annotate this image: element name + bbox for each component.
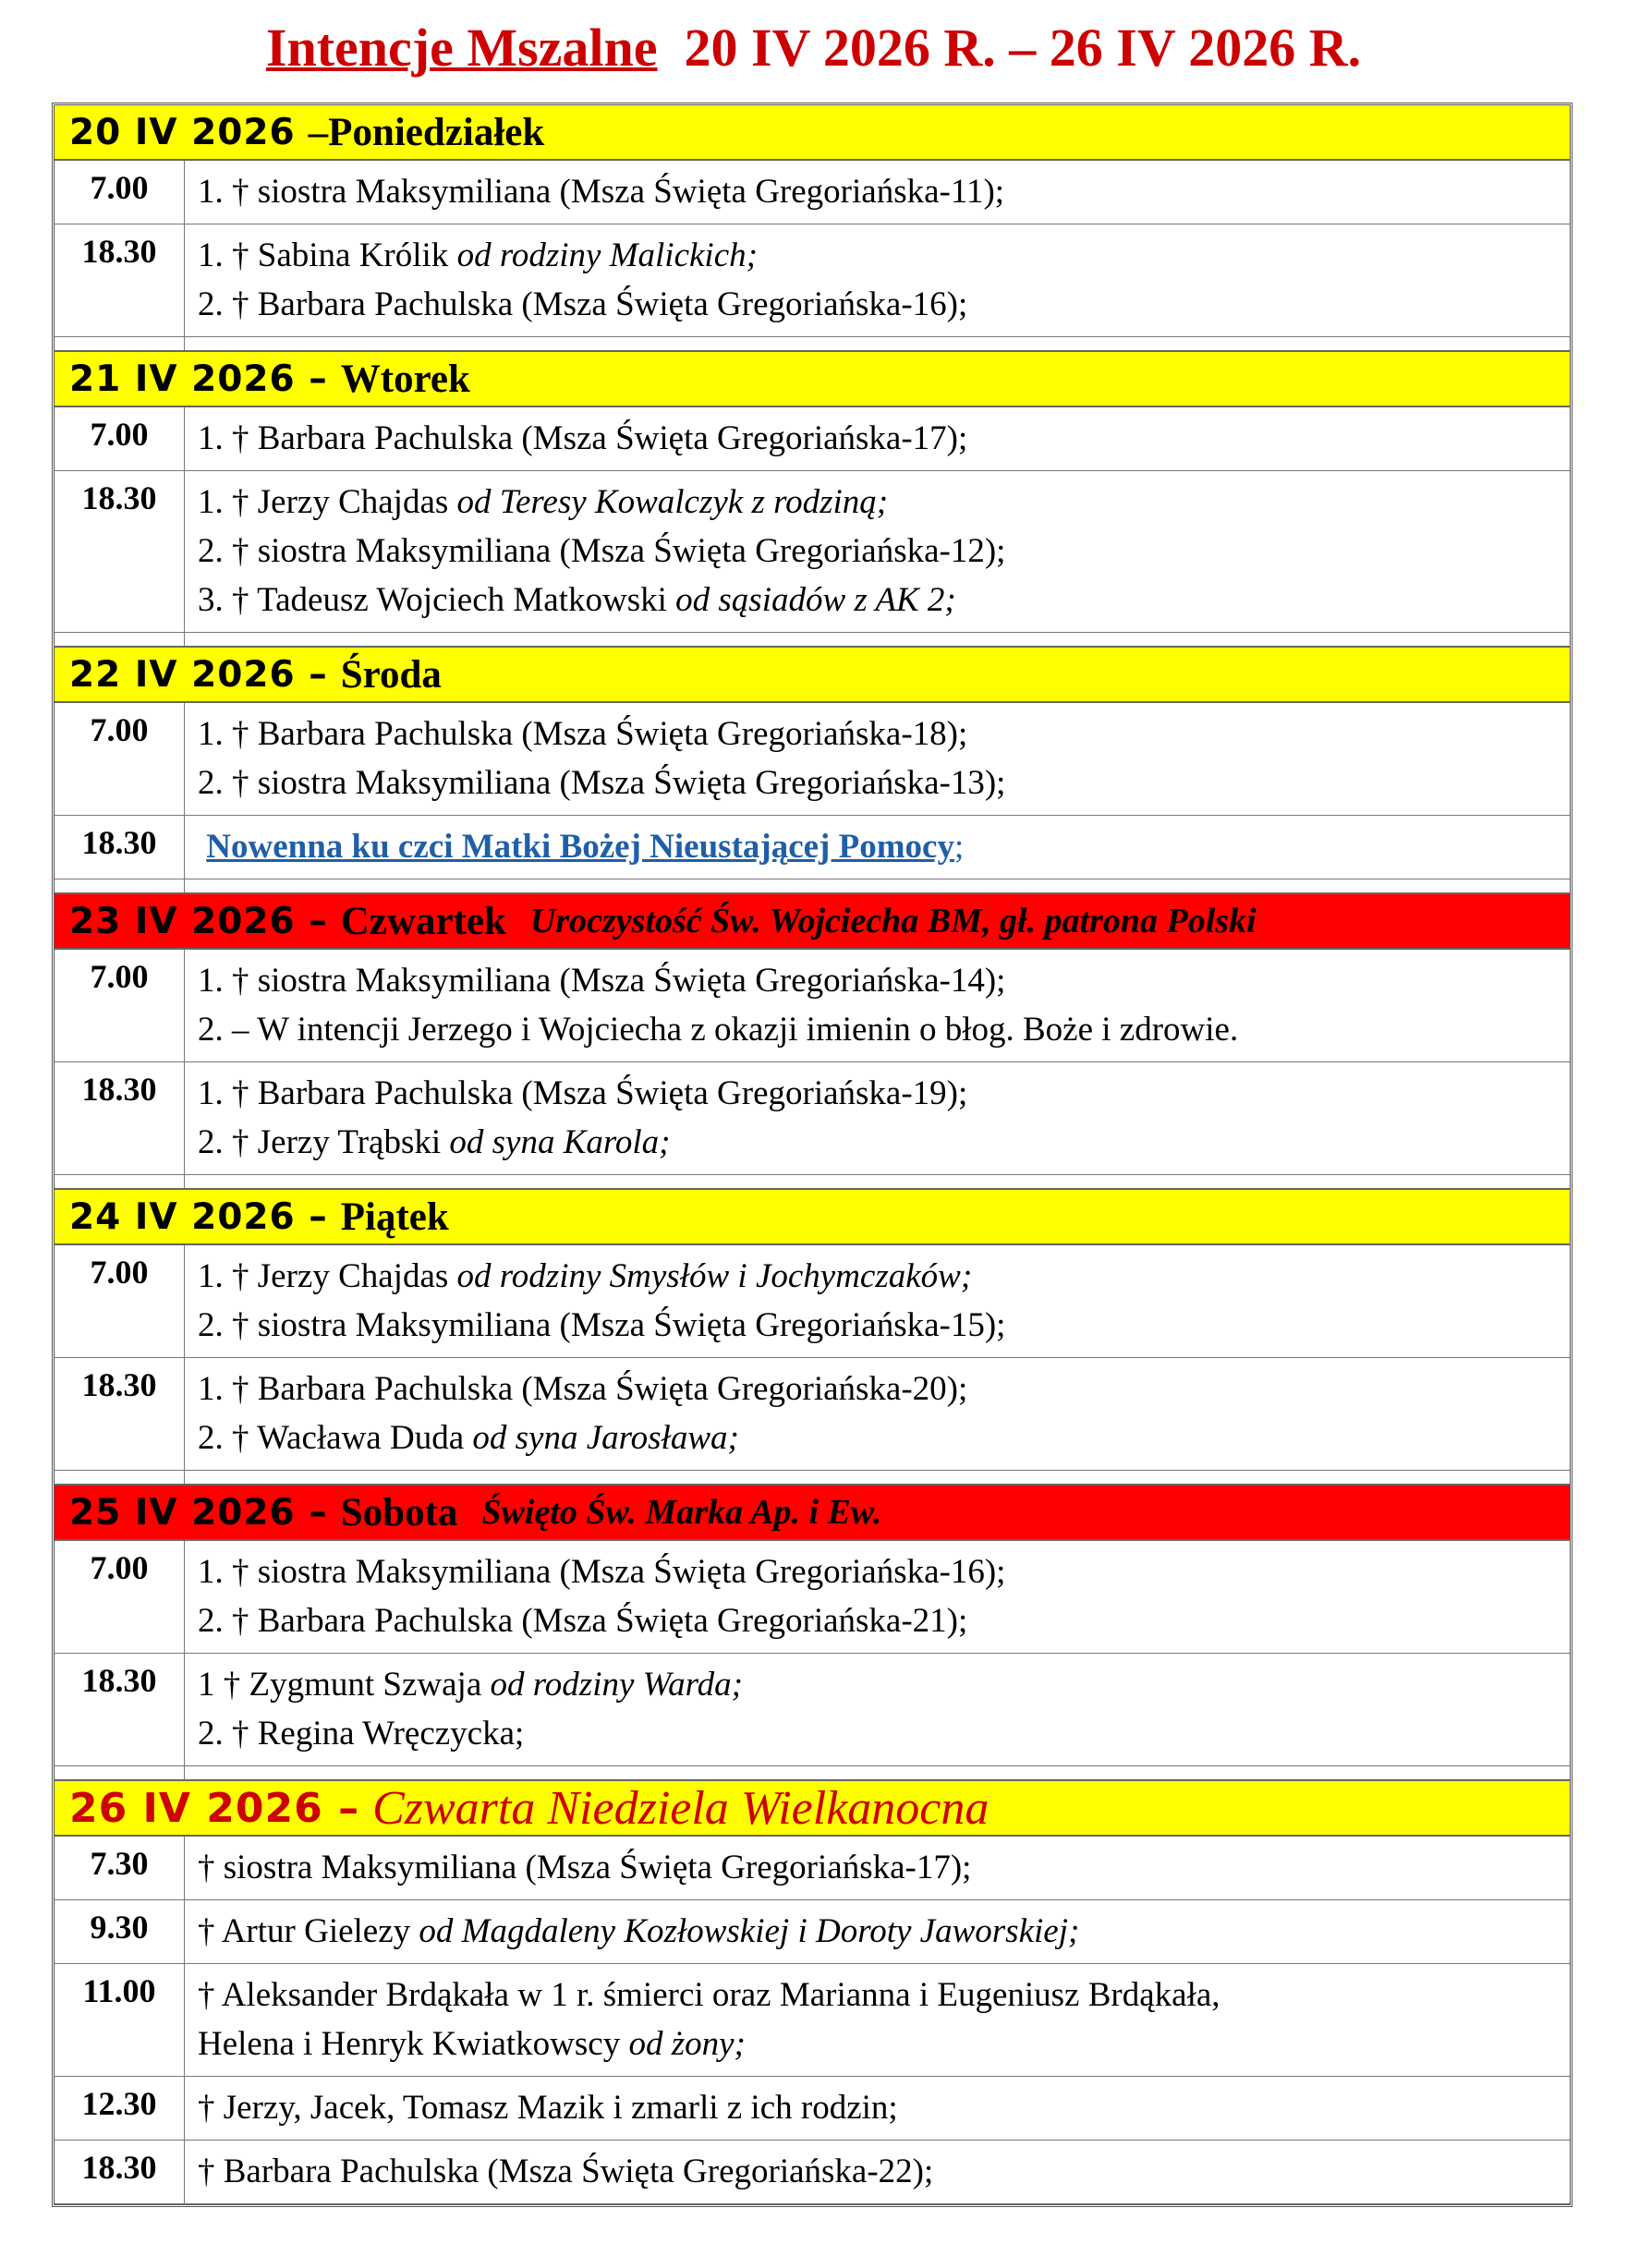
mass-row	[55, 1654, 1570, 1766]
day-name: Środa	[340, 652, 442, 697]
mass-row	[55, 703, 1570, 816]
intention-line	[198, 1005, 1570, 1054]
intention-offered-by: od Teresy Kowalczyk z rodziną;	[456, 483, 889, 521]
day-name: Wtorek	[340, 357, 470, 401]
mass-time: 7.30	[55, 1837, 185, 1899]
day-separator	[55, 1766, 1570, 1781]
intention-line	[198, 1252, 1570, 1301]
intention-line	[198, 1118, 1570, 1167]
page-title	[0, 17, 1627, 79]
day-name: Sobota	[340, 1490, 458, 1534]
intention-text: 1. † Barbara Pachulska (Msza Święta Gregoriańska-19);	[198, 1074, 968, 1112]
intention-text: 1. † Barbara Pachulska (Msza Święta Gregoriańska-17);	[198, 419, 968, 457]
mass-row	[55, 161, 1570, 224]
intention-list	[185, 471, 1570, 632]
feast-name: Święto Św. Marka Ap. i Ew.	[481, 1493, 882, 1532]
intention-offered-by: od sąsiadów z AK 2;	[675, 581, 956, 619]
intention-list	[185, 224, 1570, 336]
mass-time: 7.00	[55, 161, 185, 224]
intention-list	[185, 1837, 1570, 1899]
title-date-range: 20 IV 2026 R. – 26 IV 2026 R.	[684, 18, 1362, 78]
day-separator	[55, 337, 1570, 352]
mass-row	[55, 950, 1570, 1062]
intention-text: † Barbara Pachulska (Msza Święta Gregoriańska-22);	[198, 2153, 934, 2190]
intention-text: 1. † Barbara Pachulska (Msza Święta Gregoriańska-18);	[198, 715, 968, 753]
day-separator	[55, 1175, 1570, 1190]
intention-text: 2. † Regina Wręczycka;	[198, 1715, 525, 1753]
mass-row	[55, 471, 1570, 633]
mass-intentions-table	[52, 103, 1572, 2207]
intention-text: † Jerzy, Jacek, Tomasz Mazik i zmarli z ich rodzin;	[198, 2089, 898, 2127]
day-date: 25 IV 2026 –	[69, 1491, 328, 1534]
day-header	[55, 352, 1570, 407]
intention-line	[198, 710, 1570, 758]
intention-line	[198, 758, 1570, 807]
day-name: Czwarta Niedziela Wielkanocna	[372, 1781, 990, 1835]
intention-list	[185, 2077, 1570, 2140]
day-header	[55, 1486, 1570, 1541]
intention-line	[198, 576, 1570, 625]
intention-text: 2. † Barbara Pachulska (Msza Święta Gregoriańska-21);	[198, 1602, 968, 1640]
intention-line	[198, 1596, 1570, 1645]
intention-text: 3. † Tadeusz Wojciech Matkowski	[198, 581, 676, 619]
intention-line	[198, 1660, 1570, 1709]
separator-cell	[55, 879, 185, 892]
mass-time: 7.00	[55, 1245, 185, 1357]
intention-line	[198, 478, 1570, 527]
day-date: 21 IV 2026 –	[69, 358, 328, 400]
intention-line	[198, 2019, 1570, 2068]
intention-text: 1. † Jerzy Chajdas	[198, 483, 457, 521]
day-separator	[55, 633, 1570, 648]
separator-cell	[55, 1471, 185, 1484]
day-name: –Poniedziałek	[308, 110, 545, 154]
intention-list	[185, 1964, 1570, 2076]
intention-list	[185, 407, 1570, 470]
mass-row	[55, 224, 1570, 337]
intention-text: 2. – W intencji Jerzego i Wojciecha z okazji imienin o błog. Boże i zdrowie.	[198, 1011, 1239, 1049]
intention-text: 1. † Barbara Pachulska (Msza Święta Gregoriańska-20);	[198, 1370, 968, 1408]
intention-line	[198, 167, 1570, 216]
intention-text: 2. † Wacława Duda	[198, 1419, 473, 1457]
intention-text: 2. † siostra Maksymiliana (Msza Święta Gregoriańska-15);	[198, 1306, 1006, 1344]
day-header	[55, 1190, 1570, 1245]
intention-line	[198, 414, 1570, 463]
intention-text: 1. † siostra Maksymiliana (Msza Święta Gregoriańska-11);	[198, 173, 1005, 211]
intention-line	[198, 1413, 1570, 1462]
novena-link[interactable]: Nowenna ku czci Matki Bożej Nieustającej Pomocy	[206, 828, 954, 866]
mass-row	[55, 1837, 1570, 1900]
intention-line	[198, 822, 1570, 871]
separator-cell	[55, 633, 185, 646]
mass-time: 7.00	[55, 1541, 185, 1653]
intention-list	[185, 950, 1570, 1061]
intention-text: 1. † Jerzy Chajdas	[198, 1257, 457, 1295]
mass-time: 18.30	[55, 1062, 185, 1174]
intention-list	[185, 2141, 1570, 2203]
separator-cell	[55, 337, 185, 350]
intention-text: Helena i Henryk Kwiatkowscy	[198, 2025, 629, 2063]
intention-line	[198, 2083, 1570, 2132]
intention-text: 2. † siostra Maksymiliana (Msza Święta Gregoriańska-13);	[198, 764, 1006, 802]
day-date: 26 IV 2026 –	[69, 1784, 360, 1832]
intention-line	[198, 1301, 1570, 1350]
intention-offered-by: od żony;	[628, 2025, 746, 2063]
intention-list	[185, 1245, 1570, 1357]
intention-offered-by: od rodziny Smysłów i Jochymczaków;	[456, 1257, 973, 1295]
intention-offered-by: od syna Jarosława;	[472, 1419, 739, 1457]
mass-time: 7.00	[55, 703, 185, 815]
intention-line	[198, 1547, 1570, 1596]
mass-time: 18.30	[55, 2141, 185, 2203]
intention-offered-by: od rodziny Malickich;	[456, 237, 758, 274]
intention-line	[198, 231, 1570, 280]
intention-list	[185, 816, 1570, 879]
separator-cell	[55, 1175, 185, 1188]
title-main: Intencje Mszalne	[265, 18, 658, 78]
intention-list	[185, 1900, 1570, 1963]
day-header	[55, 648, 1570, 703]
intention-text: † siostra Maksymiliana (Msza Święta Gregoriańska-17);	[198, 1849, 972, 1886]
mass-row	[55, 407, 1570, 471]
mass-time: 18.30	[55, 224, 185, 336]
mass-time: 18.30	[55, 1654, 185, 1765]
mass-time: 7.00	[55, 407, 185, 470]
intention-list	[185, 1358, 1570, 1470]
intention-offered-by: od Magdaleny Kozłowskiej i Doroty Jaworskiej;	[419, 1912, 1080, 1950]
intention-list	[185, 1654, 1570, 1765]
day-name: Piątek	[340, 1195, 449, 1239]
intention-line	[198, 1971, 1570, 2019]
intention-line	[198, 280, 1570, 329]
separator-cell	[55, 1766, 185, 1779]
intention-text: 1. † siostra Maksymiliana (Msza Święta Gregoriańska-16);	[198, 1553, 1006, 1591]
intention-list	[185, 1062, 1570, 1174]
mass-time: 11.00	[55, 1964, 185, 2076]
day-date: 23 IV 2026 –	[69, 900, 328, 942]
mass-row	[55, 1541, 1570, 1654]
day-separator	[55, 1471, 1570, 1486]
intention-text: 1 † Zygmunt Szwaja	[198, 1666, 491, 1704]
intention-offered-by: od rodziny Warda;	[490, 1666, 743, 1704]
mass-row	[55, 1245, 1570, 1358]
intention-text: † Artur Gielezy	[198, 1912, 419, 1950]
mass-time: 12.30	[55, 2077, 185, 2140]
day-header	[55, 1781, 1570, 1837]
intention-text: 2. † siostra Maksymiliana (Msza Święta Gregoriańska-12);	[198, 532, 1006, 570]
intention-line	[198, 1364, 1570, 1413]
intention-line	[198, 1709, 1570, 1758]
day-name: Czwartek	[340, 899, 506, 943]
mass-time: 18.30	[55, 816, 185, 879]
day-header	[55, 894, 1570, 950]
mass-row	[55, 1358, 1570, 1471]
intention-line	[198, 1907, 1570, 1956]
mass-row	[55, 2077, 1570, 2141]
mass-time: 18.30	[55, 1358, 185, 1470]
link-suffix: ;	[953, 828, 965, 866]
intention-list	[185, 161, 1570, 224]
intention-line	[198, 956, 1570, 1005]
intention-line	[198, 1843, 1570, 1892]
day-date: 22 IV 2026 –	[69, 653, 328, 696]
feast-name: Uroczystość Św. Wojciecha BM, gł. patrona Polski	[529, 902, 1257, 940]
mass-row	[55, 816, 1570, 879]
day-date: 24 IV 2026 –	[69, 1195, 328, 1238]
intention-offered-by: od syna Karola;	[449, 1123, 671, 1161]
mass-row	[55, 1900, 1570, 1964]
intention-text: 1. † Sabina Królik	[198, 237, 457, 274]
intention-line	[198, 2147, 1570, 2196]
intention-list	[185, 703, 1570, 815]
intention-text: 2. † Jerzy Trąbski	[198, 1123, 450, 1161]
mass-time: 18.30	[55, 471, 185, 632]
mass-time: 9.30	[55, 1900, 185, 1963]
mass-time: 7.00	[55, 950, 185, 1061]
mass-row	[55, 1062, 1570, 1175]
intention-text: 1. † siostra Maksymiliana (Msza Święta Gregoriańska-14);	[198, 962, 1006, 1000]
mass-row	[55, 1964, 1570, 2077]
intention-text: † Aleksander Brdąkała w 1 r. śmierci oraz Marianna i Eugeniusz Brdąkała,	[198, 1976, 1220, 2014]
intention-text: 2. † Barbara Pachulska (Msza Święta Gregoriańska-16);	[198, 285, 968, 323]
intention-line	[198, 1069, 1570, 1118]
day-separator	[55, 879, 1570, 894]
mass-row	[55, 2141, 1570, 2204]
intention-line	[198, 527, 1570, 576]
intention-list	[185, 1541, 1570, 1653]
day-header	[55, 105, 1570, 161]
day-date: 20 IV 2026	[69, 111, 296, 153]
